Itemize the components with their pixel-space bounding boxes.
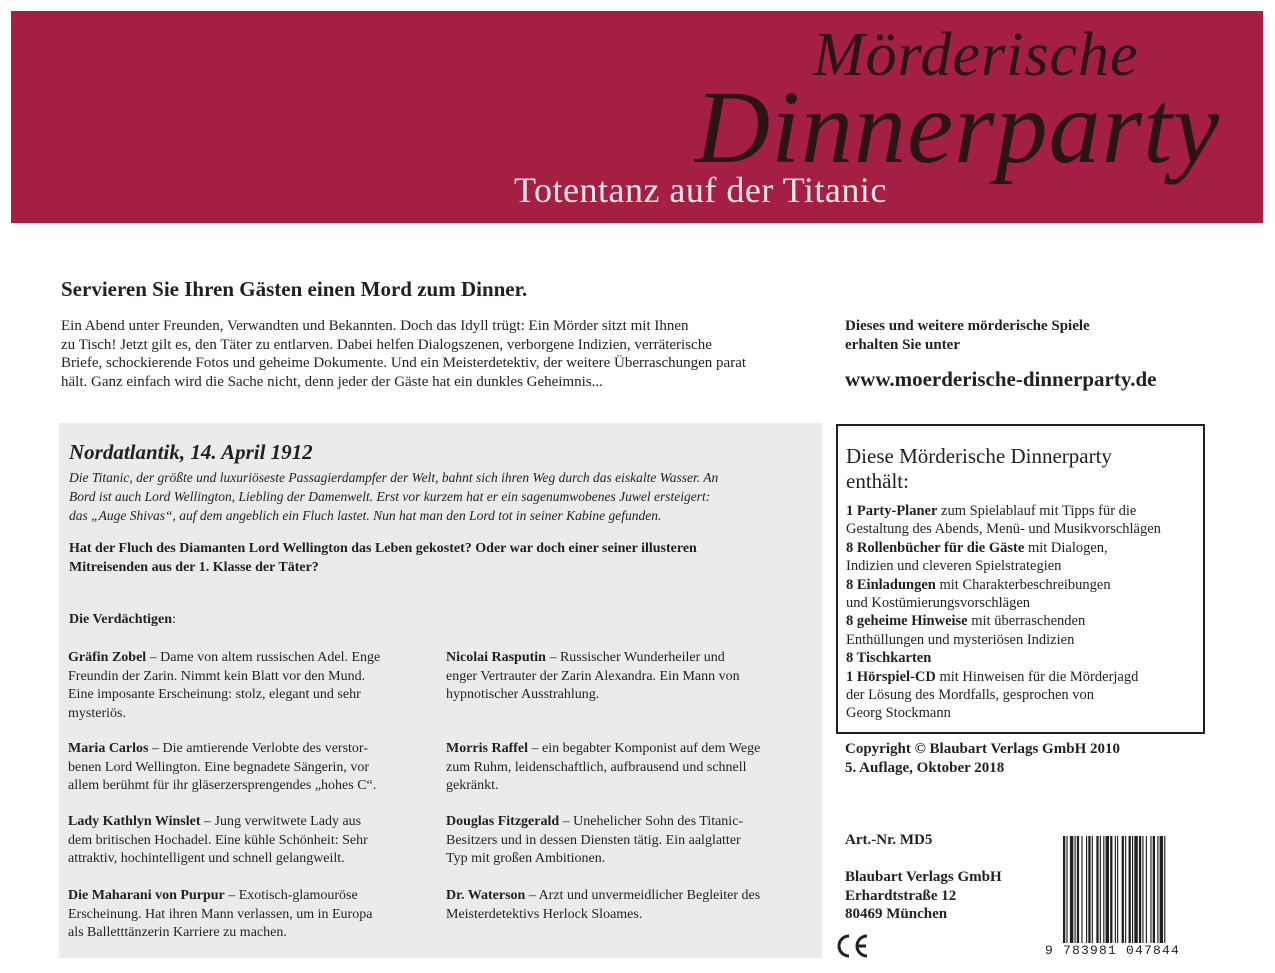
suspect-desc-line: – Die amtierende Verlobte des verstor- xyxy=(151,741,368,756)
suspect-desc-line: dem britischen Hochadel. Eine kühle Schönheit: Sehr xyxy=(68,832,368,848)
promo-text xyxy=(845,317,1090,355)
suspect-desc-line: Eine imposante Erscheinung: stolz, elegant und sehr xyxy=(68,687,361,702)
contents-title xyxy=(846,444,1112,494)
contents-item-text: mit Dialogen, xyxy=(1024,539,1108,556)
contents-item xyxy=(846,502,1161,520)
suspect-nicolai-rasputin xyxy=(446,649,796,705)
suspect-desc-line: – Dame von altem russischen Adel. Enge xyxy=(149,650,381,665)
suspect-desc-line: attraktiv, hochintelligent und schnell gelangweilt. xyxy=(68,851,345,866)
suspect-name: Dr. Waterson xyxy=(446,888,526,903)
contents-item-title: 1 Hörspiel-CD xyxy=(846,668,936,685)
contents-item-text: mit Charakterbeschreibungen xyxy=(935,576,1111,593)
suspect-desc-line: Typ mit großen Ambitionen. xyxy=(446,851,606,866)
suspect-desc-line: – ein begabter Komponist auf dem Wege xyxy=(531,741,761,756)
contents-item-text: der Lösung des Mordfalls, gesprochen von xyxy=(846,687,1095,704)
suspect-desc-line: gekränkt. xyxy=(446,778,499,793)
intro-line: Ein Abend unter Freunden, Verwandten und Bekannten. Doch das Idyll trügt: Ein Mörder sitzt mit Ihnen xyxy=(61,318,689,334)
suspect-name: Maria Carlos xyxy=(68,741,149,756)
suspect-desc-line: allem berühmt für ihr gläserzersprengendes „hohes C“. xyxy=(68,778,377,793)
ce-mark-icon xyxy=(834,933,870,959)
contents-item-text: Indizien und cleveren Spielstrategien xyxy=(846,558,1062,575)
suspect-desc-line: – Exotisch-glamouröse xyxy=(228,888,358,903)
suspect-desc-line: – Unehelicher Sohn des Titanic- xyxy=(562,814,744,829)
contents-item-text: Georg Stockmann xyxy=(846,705,951,722)
website-url: www.moerderische-dinnerparty.de xyxy=(845,367,1157,391)
product-subtitle: Totentanz auf der Titanic xyxy=(514,170,887,210)
suspects-heading-colon: : xyxy=(172,612,176,627)
suspect-morris-raffel xyxy=(446,740,796,796)
contents-item-text: mit überraschenden xyxy=(967,613,1086,630)
contents-item xyxy=(846,576,1161,594)
suspect-desc-line: benen Lord Wellington. Eine begnadete Sängerin, vor xyxy=(68,759,370,775)
suspect-desc-line: Erscheinung. Hat ihren Mann verlassen, um in Europa xyxy=(68,906,373,922)
contents-title-line: enthält: xyxy=(846,469,909,493)
contents-item-title: 8 Tischkarten xyxy=(846,650,932,667)
contents-list xyxy=(846,502,1161,723)
intro-line: hält. Ganz einfach wird die Sache nicht, denn jeder der Gäste hat ein dunkles Geheimnis... xyxy=(61,373,603,390)
suspect-name: Morris Raffel xyxy=(446,741,529,756)
copyright-block xyxy=(845,740,1120,777)
intro-paragraph xyxy=(61,317,821,391)
suspect-desc-line: hypnotischer Ausstrahlung. xyxy=(446,687,600,702)
contents-box xyxy=(836,424,1205,734)
suspect-desc-line: Besitzers und in dessen Diensten tätig. Ein aalglatter xyxy=(446,832,741,848)
barcode-digits: 9 783981 047844 xyxy=(1045,943,1207,958)
suspect-maria-carlos xyxy=(68,740,418,796)
story-question-line: Hat der Fluch des Diamanten Lord Wellington das Leben gekostet? Oder war doch einer seiner illusteren xyxy=(69,541,697,556)
story-question xyxy=(69,539,697,577)
contents-item-title: 1 Party-Planer xyxy=(846,503,938,519)
contents-item-text: zum Spielablauf mit Tipps für die xyxy=(937,503,1137,519)
contents-item-text: und Kostümierungsvorschlägen xyxy=(846,595,1031,612)
story-intro xyxy=(69,468,718,525)
contents-item-text: Enthüllungen und mysteriösen Indizien xyxy=(846,631,1075,648)
contents-item-title: 8 geheime Hinweise xyxy=(846,613,968,630)
contents-item xyxy=(846,649,1161,667)
headline: Servieren Sie Ihren Gästen einen Mord zum Dinner. xyxy=(61,277,528,301)
contents-title-line: Diese Mörderische Dinnerparty xyxy=(846,444,1112,468)
suspect-desc-line: – Russischer Wunderheiler und xyxy=(549,650,725,665)
suspect-name: Gräfin Zobel xyxy=(68,650,147,665)
story-question-line: Mitreisenden aus der 1. Klasse der Täter? xyxy=(69,560,319,575)
promo-line: erhalten Sie unter xyxy=(845,337,960,353)
brand-title-line2: Dinnerparty xyxy=(695,70,1221,185)
suspect-graefin-zobel xyxy=(68,649,418,723)
publisher-city: 80469 München xyxy=(845,906,948,922)
suspect-desc-line: Freundin der Zarin. Nimmt kein Blatt vor den Mund. xyxy=(68,668,366,684)
suspect-name: Die Maharani von Purpur xyxy=(68,888,225,903)
suspects-heading xyxy=(69,612,176,628)
story-panel xyxy=(59,423,822,958)
story-intro-line: Bord ist auch Lord Wellington, Liebling der Damenwelt. Erst vor kurzem hat er ein sagenumwobenes Juwel ersteigert: xyxy=(69,489,711,504)
brand-title-line1: Mörderische xyxy=(813,21,1139,89)
suspect-desc-line: als Balletttänzerin Karriere zu machen. xyxy=(68,925,287,940)
suspect-desc-line: Meisterdetektivs Herlock Sloames. xyxy=(446,906,643,922)
suspect-desc-line: – Jung verwitwete Lady aus xyxy=(204,814,362,829)
suspect-desc-line: – Arzt und unvermeidlicher Begleiter des xyxy=(528,888,761,903)
suspect-maharani-von-purpur xyxy=(68,887,418,943)
contents-item-title: 8 Einladungen xyxy=(846,576,936,593)
article-number: Art.-Nr. MD5 xyxy=(845,832,933,848)
suspect-name: Douglas Fitzgerald xyxy=(446,814,560,829)
suspect-desc-line: enger Vertrauter der Zarin Alexandra. Ein Mann von xyxy=(446,668,740,684)
suspect-douglas-fitzgerald xyxy=(446,813,796,869)
contents-item xyxy=(846,668,1161,686)
suspect-desc-line: mysteriös. xyxy=(68,705,126,721)
suspect-name: Lady Kathlyn Winslet xyxy=(68,814,201,829)
intro-line: Briefe, schockierende Fotos und geheime Dokumente. Und ein Meisterdetektiv, der weitere Überraschungen parat xyxy=(61,355,747,371)
suspect-lady-kathlyn-winslet xyxy=(68,813,418,869)
contents-item-text: mit Hinweisen für die Mörderjagd xyxy=(935,668,1139,685)
suspect-desc-line: zum Ruhm, leidenschaftlich, aufbrausend und schnell xyxy=(446,759,747,775)
contents-item xyxy=(846,612,1161,630)
story-intro-line: Die Titanic, der größte und luxuriöseste Passagierdampfer der Welt, bahnt sich ihren Weg durch das eiskalte Wasser. An xyxy=(69,470,719,485)
publisher-name: Blaubart Verlags GmbH xyxy=(845,869,1002,885)
suspect-dr-waterson xyxy=(446,887,796,924)
edition-line: 5. Auflage, Oktober 2018 xyxy=(845,759,1005,776)
contents-item-title: 8 Rollenbücher für die Gäste xyxy=(846,539,1025,556)
publisher-address xyxy=(845,868,1002,924)
intro-line: zu Tisch! Jetzt gilt es, den Täter zu entlarven. Dabei helfen Dialogszenen, verborgene Indizien, verräterische xyxy=(61,336,712,353)
contents-item-text: Gestaltung des Abends, Menü- und Musikvorschlägen xyxy=(846,521,1161,538)
suspects-heading-label: Die Verdächtigen xyxy=(69,612,173,627)
story-title: Nordatlantik, 14. April 1912 xyxy=(69,440,313,464)
publisher-street: Erhardtstraße 12 xyxy=(845,887,957,904)
promo-line: Dieses und weitere mörderische Spiele xyxy=(845,318,1090,334)
suspect-name: Nicolai Rasputin xyxy=(446,650,546,665)
contents-item xyxy=(846,539,1161,557)
story-intro-line: das „Auge Shivas“, auf dem angeblich ein Fluch lastet. Nun hat man den Lord tot in seiner Kabine gefunden. xyxy=(69,508,662,523)
copyright-line: Copyright © Blaubart Verlags GmbH 2010 xyxy=(845,741,1120,757)
